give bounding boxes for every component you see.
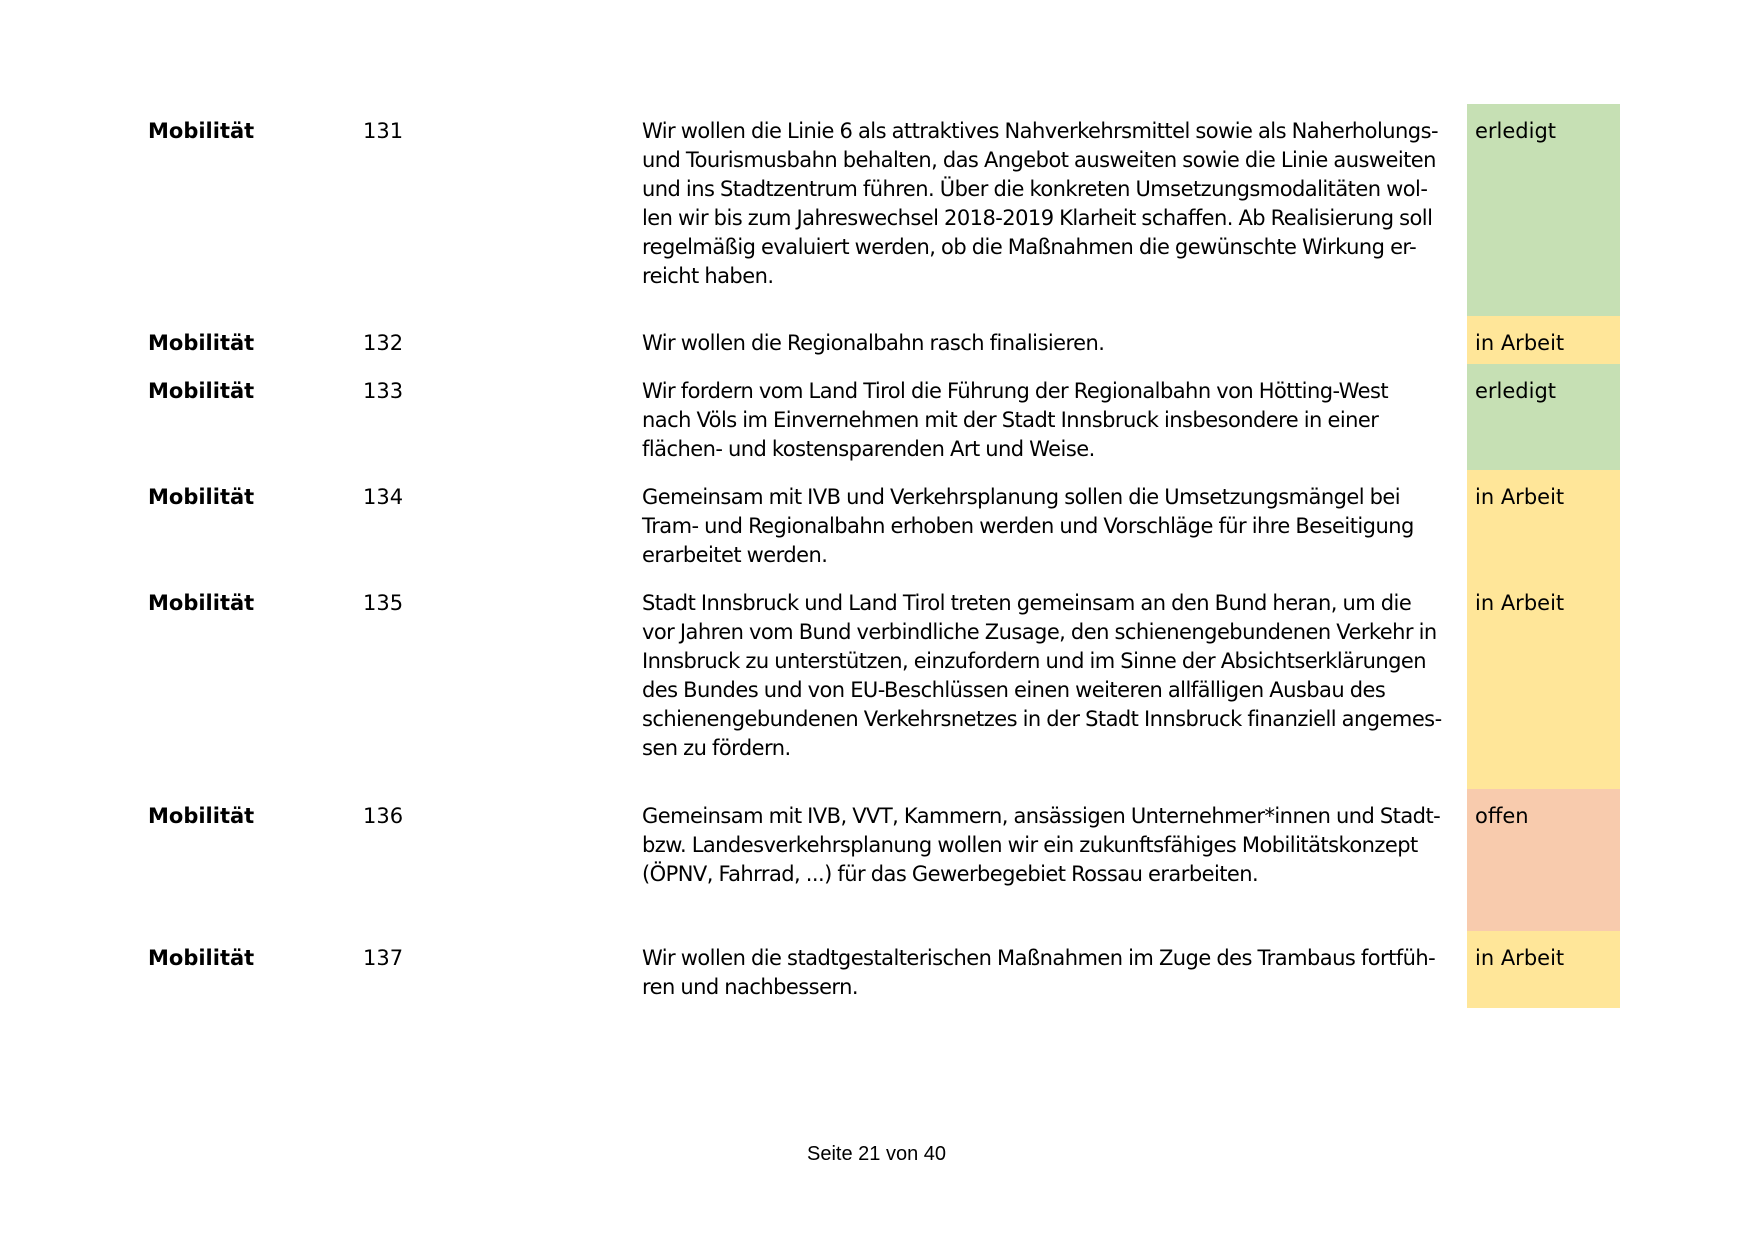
text-line: Wir wollen die Regionalbahn rasch finalisieren. bbox=[642, 331, 1105, 355]
number-cell: 135 bbox=[363, 591, 404, 615]
status-badge: in Arbeit bbox=[1467, 931, 1620, 1008]
text-line: Gemeinsam mit IVB, VVT, Kammern, ansässigen Unternehmer*innen und Stadt- bbox=[642, 804, 1441, 828]
category-cell: Mobilität bbox=[148, 379, 255, 403]
text-line: Wir wollen die stadtgestalterischen Maßnahmen im Zuge des Trambaus fortfüh- bbox=[642, 946, 1436, 970]
text-line: und Tourismusbahn behalten, das Angebot ausweiten sowie die Linie ausweiten bbox=[642, 148, 1436, 173]
text-line: schienengebundenen Verkehrsnetzes in der Stadt Innsbruck finanziell angemes- bbox=[642, 707, 1442, 732]
text-line: erarbeitet werden. bbox=[642, 543, 828, 568]
category-cell: Mobilität bbox=[148, 804, 255, 828]
measure-text bbox=[642, 589, 1454, 764]
number-cell: 136 bbox=[363, 804, 404, 828]
text-line: ren und nachbessern. bbox=[642, 975, 859, 1000]
number-cell: 132 bbox=[363, 331, 404, 355]
table-row bbox=[0, 789, 1753, 931]
measures-table bbox=[0, 104, 1753, 1008]
category-cell: Mobilität bbox=[148, 485, 255, 509]
table-row bbox=[0, 364, 1753, 470]
text-line: und ins Stadtzentrum führen. Über die konkreten Umsetzungsmodalitäten wol- bbox=[642, 177, 1428, 202]
category-cell: Mobilität bbox=[148, 331, 255, 355]
table-row bbox=[0, 576, 1753, 789]
text-line: bzw. Landesverkehrsplanung wollen wir ein zukunftsfähiges Mobilitätskonzept bbox=[642, 833, 1418, 858]
status-badge: in Arbeit bbox=[1467, 316, 1620, 364]
text-line: des Bundes und von EU-Beschlüssen einen weiteren allfälligen Ausbau des bbox=[642, 678, 1386, 703]
status-badge: erledigt bbox=[1467, 104, 1620, 316]
measure-text bbox=[642, 117, 1454, 292]
status-badge: in Arbeit bbox=[1467, 576, 1620, 789]
text-line: Innsbruck zu unterstützen, einzufordern und im Sinne der Absichtserklärungen bbox=[642, 649, 1427, 674]
text-line: flächen- und kostensparenden Art und Weise. bbox=[642, 437, 1095, 462]
measure-text bbox=[642, 329, 1454, 358]
table-row bbox=[0, 104, 1753, 316]
text-line: len wir bis zum Jahreswechsel 2018-2019 Klarheit schaffen. Ab Realisierung soll bbox=[642, 206, 1433, 231]
text-line: reicht haben. bbox=[642, 264, 774, 289]
status-badge: erledigt bbox=[1467, 364, 1620, 470]
category-cell: Mobilität bbox=[148, 946, 255, 970]
text-line: Gemeinsam mit IVB und Verkehrsplanung sollen die Umsetzungsmängel bei bbox=[642, 485, 1401, 509]
number-cell: 134 bbox=[363, 485, 404, 509]
table-row bbox=[0, 316, 1753, 364]
table-row bbox=[0, 470, 1753, 576]
text-line: nach Völs im Einvernehmen mit der Stadt Innsbruck insbesondere in einer bbox=[642, 408, 1379, 433]
measure-text bbox=[642, 377, 1454, 464]
page-number: Seite 21 von 40 bbox=[807, 1143, 946, 1165]
text-line: sen zu fördern. bbox=[642, 736, 791, 761]
measure-text bbox=[642, 944, 1454, 1002]
measure-text bbox=[642, 802, 1454, 889]
number-cell: 133 bbox=[363, 379, 404, 403]
text-line: Wir fordern vom Land Tirol die Führung der Regionalbahn von Hötting-West bbox=[642, 379, 1389, 403]
status-badge: in Arbeit bbox=[1467, 470, 1620, 576]
number-cell: 137 bbox=[363, 946, 404, 970]
text-line: (ÖPNV, Fahrrad, ...) für das Gewerbegebiet Rossau erarbeiten. bbox=[642, 862, 1259, 887]
text-line: Stadt Innsbruck und Land Tirol treten gemeinsam an den Bund heran, um die bbox=[642, 591, 1412, 615]
text-line: vor Jahren vom Bund verbindliche Zusage, den schienengebundenen Verkehr in bbox=[642, 620, 1437, 645]
category-cell: Mobilität bbox=[148, 119, 255, 143]
text-line: Tram- und Regionalbahn erhoben werden und Vorschläge für ihre Beseitigung bbox=[642, 514, 1414, 539]
measure-text bbox=[642, 483, 1454, 570]
category-cell: Mobilität bbox=[148, 591, 255, 615]
table-row bbox=[0, 931, 1753, 1008]
status-badge: offen bbox=[1467, 789, 1620, 931]
number-cell: 131 bbox=[363, 119, 404, 143]
text-line: regelmäßig evaluiert werden, ob die Maßnahmen die gewünschte Wirkung er- bbox=[642, 235, 1417, 260]
text-line: Wir wollen die Linie 6 als attraktives Nahverkehrsmittel sowie als Naherholungs- bbox=[642, 119, 1438, 143]
